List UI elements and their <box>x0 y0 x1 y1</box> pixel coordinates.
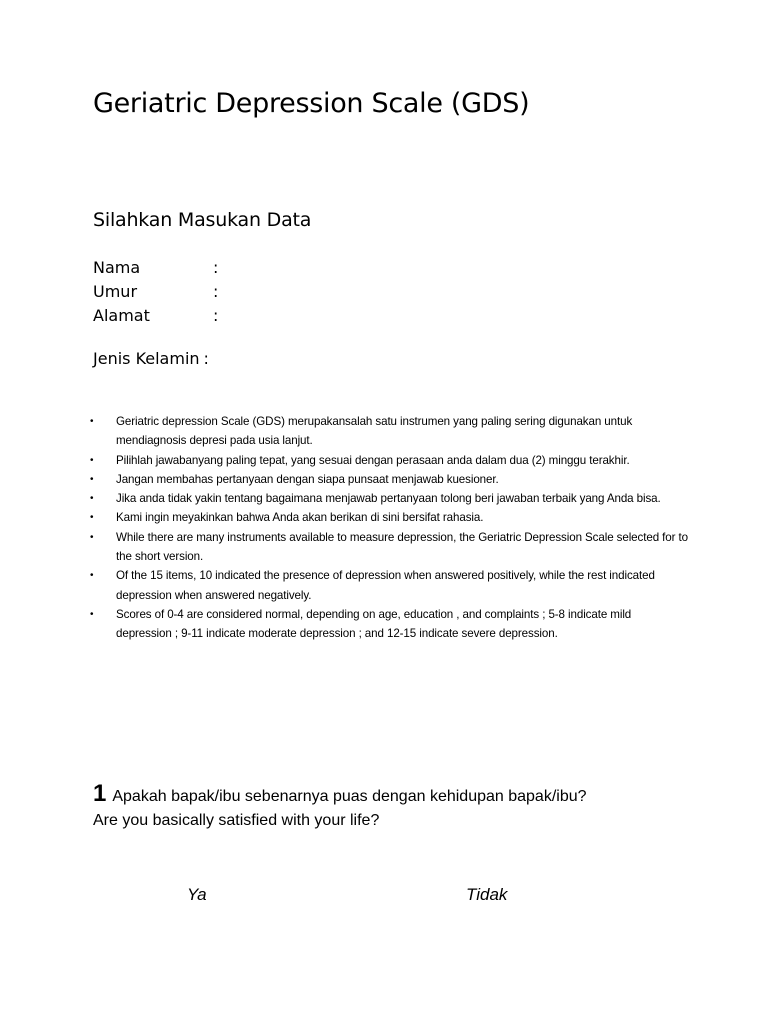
field-label-nama: Nama <box>93 257 141 277</box>
question-number: 1 <box>93 780 107 807</box>
instruction-item <box>88 489 688 508</box>
instruction-item <box>88 470 688 489</box>
instruction-item <box>88 605 688 644</box>
instructions-list <box>88 412 688 644</box>
field-label-umur: Umur <box>93 281 138 301</box>
field-separator: : <box>213 257 219 277</box>
field-row-nama <box>93 255 493 279</box>
bullet-icon: • <box>90 473 94 485</box>
instruction-text: Of the 15 items, 10 indicated the presence of depression when answered positively, while the rest indicated depression when answered negatively. <box>116 569 655 602</box>
instruction-text: While there are many instruments available to measure depression, the Geriatric Depression Scale selected for to the short version. <box>116 530 688 564</box>
field-label-alamat: Alamat <box>93 305 150 325</box>
bullet-icon: • <box>90 416 94 427</box>
instruction-text: Geriatric depression Scale (GDS) merupakansalah satu instrumen yang paling sering digunakan untuk mendiagnosis depresi pada usia lanjut. <box>116 415 633 448</box>
bullet-icon: • <box>90 570 94 582</box>
bullet-icon: • <box>90 531 94 543</box>
bullet-icon: • <box>90 493 94 505</box>
instruction-item <box>88 528 688 567</box>
question-text-id: Apakah bapak/ibu sebenarnya puas dengan kehidupan bapak/ibu? <box>112 788 587 805</box>
answer-no-option[interactable]: Tidak <box>466 885 508 904</box>
instruction-text: Jangan membahas pertanyaan dengan siapa punsaat menjawab kuesioner. <box>116 472 499 486</box>
instruction-item <box>88 508 688 527</box>
instruction-item <box>88 451 688 470</box>
instruction-item <box>88 566 688 605</box>
gender-label: Jenis Kelamin <box>93 349 200 368</box>
bullet-icon: • <box>90 512 94 524</box>
data-entry-heading: Silahkan Masukan Data <box>93 209 312 231</box>
instruction-text: Kami ingin meyakinkan bahwa Anda akan berikan di sini bersifat rahasia. <box>116 511 484 525</box>
instruction-item <box>88 412 688 451</box>
bullet-icon: • <box>90 608 94 620</box>
question-block <box>93 780 713 830</box>
answer-yes-option[interactable]: Ya <box>187 885 207 904</box>
field-row-umur <box>93 279 493 303</box>
instruction-text: Jika anda tidak yakin tentang bagaimana menjawab pertanyaan tolong beri jawaban terbaik yang Anda bisa. <box>116 492 661 506</box>
field-row-alamat <box>93 303 493 327</box>
question-line-id <box>93 780 713 808</box>
gender-separator: : <box>203 349 209 368</box>
field-separator: : <box>213 281 219 301</box>
gender-field <box>93 349 209 368</box>
personal-data-fields <box>93 255 493 327</box>
field-separator: : <box>213 305 219 325</box>
instruction-text: Pilihlah jawabanyang paling tepat, yang sesuai dengan perasaan anda dalam dua (2) minggu terakhir. <box>116 453 630 467</box>
instruction-text: Scores of 0-4 are considered normal, depending on age, education , and complaints ; 5-8 indicate mild depression ; 9-11 indicate moderate depression ; and 12-15 indicate severe depression. <box>116 607 632 641</box>
bullet-icon: • <box>90 454 94 466</box>
question-text-en: Are you basically satisfied with your life? <box>93 812 380 829</box>
document-title: Geriatric Depression Scale (GDS) <box>93 88 530 119</box>
